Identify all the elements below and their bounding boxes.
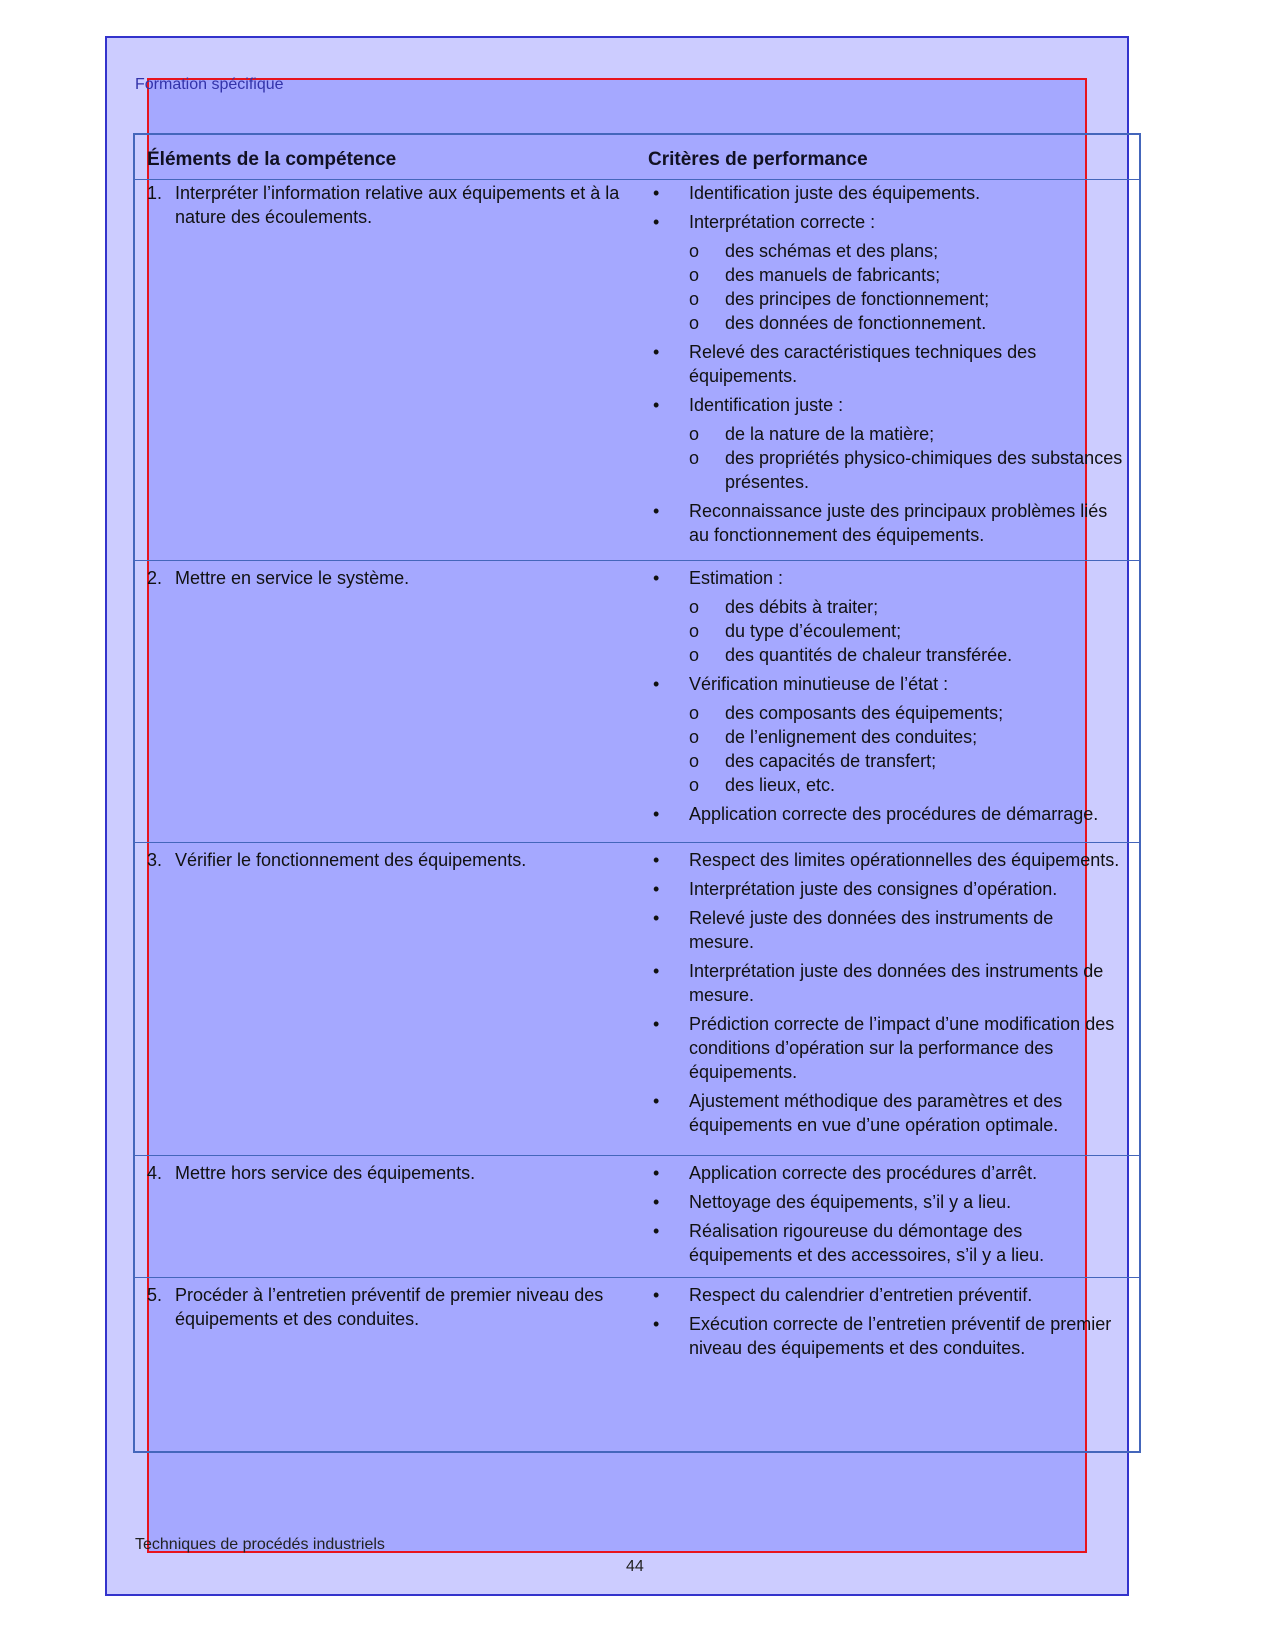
criterion-text: Application correcte des procédures d’arrêt.: [689, 1163, 1038, 1183]
row-separator: [135, 842, 1139, 843]
sub-criterion: [653, 239, 1123, 263]
sub-bullet-icon: o: [689, 241, 700, 261]
sub-bullet-icon: o: [689, 313, 700, 333]
criterion: [653, 393, 1123, 417]
sub-bullet-icon: o: [689, 265, 700, 285]
sub-criterion-text: du type d’écoulement;: [725, 621, 902, 641]
criterion-text: Respect du calendrier d’entretien préventif.: [689, 1285, 1033, 1305]
running-footer: Techniques de procédés industriels: [135, 1536, 385, 1553]
sub-criterion-text: des composants des équipements;: [725, 703, 1004, 723]
criterion: [653, 1089, 1123, 1137]
criterion: [653, 1312, 1123, 1360]
criterion: [653, 959, 1123, 1007]
bullet-icon: •: [653, 908, 660, 928]
header-rule: [135, 179, 1139, 180]
criterion: [653, 802, 1123, 826]
bullet-icon: •: [653, 850, 660, 870]
sub-criterion: [653, 263, 1123, 287]
bullet-icon: •: [653, 183, 660, 203]
sub-criterion: [653, 619, 1123, 643]
sub-criterion-text: des propriétés physico-chimiques des substances présentes.: [725, 448, 1123, 492]
criterion-text: Identification juste des équipements.: [689, 183, 981, 203]
bullet-icon: •: [653, 568, 660, 588]
column-header-criteria: Critères de performance: [648, 149, 868, 170]
sub-bullet-icon: o: [689, 424, 700, 444]
bullet-icon: •: [653, 879, 660, 899]
sub-criterion-text: de la nature de la matière;: [725, 424, 935, 444]
row-separator: [135, 1277, 1139, 1278]
criteria-1: [653, 181, 1123, 552]
criterion: [653, 1012, 1123, 1084]
sub-criterion-text: des quantités de chaleur transférée.: [725, 645, 1013, 665]
sub-bullet-icon: o: [689, 645, 700, 665]
column-header-elements: Éléments de la compétence: [147, 149, 397, 170]
element-text: Mettre en service le système.: [175, 568, 410, 588]
element-1: [147, 181, 637, 229]
bullet-icon: •: [653, 342, 660, 362]
criterion: [653, 1219, 1123, 1267]
bullet-icon: •: [653, 1221, 660, 1241]
bullet-icon: •: [653, 1091, 660, 1111]
sub-criterion: [653, 773, 1123, 797]
sub-bullet-icon: o: [689, 751, 700, 771]
criterion-text: Application correcte des procédures de démarrage.: [689, 804, 1099, 824]
sub-bullet-icon: o: [689, 289, 700, 309]
sub-criterion: [653, 422, 1123, 446]
bullet-icon: •: [653, 804, 660, 824]
criteria-5: [653, 1283, 1123, 1365]
bullet-icon: •: [653, 395, 660, 415]
criterion: [653, 1283, 1123, 1307]
sub-bullet-icon: o: [689, 597, 700, 617]
bullet-icon: •: [653, 501, 660, 521]
sub-bullet-icon: o: [689, 775, 700, 795]
sub-criterion-text: de l’enlignement des conduites;: [725, 727, 978, 747]
criterion-text: Interprétation correcte :: [689, 212, 876, 232]
competence-table: [133, 133, 1141, 1453]
criterion: [653, 1190, 1123, 1214]
sub-criterion: [653, 287, 1123, 311]
page-number: 44: [626, 1558, 644, 1575]
criterion-text: Relevé des caractéristiques techniques des équipements.: [689, 342, 1037, 386]
criterion-text: Reconnaissance juste des principaux problèmes liés au fonctionnement des équipements.: [689, 501, 1108, 545]
sub-criterion-text: des débits à traiter;: [725, 597, 879, 617]
sub-bullet-icon: o: [689, 703, 700, 723]
bullet-icon: •: [653, 1314, 660, 1334]
criterion: [653, 848, 1123, 872]
element-text: Mettre hors service des équipements.: [175, 1163, 476, 1183]
criteria-2: [653, 566, 1123, 831]
sub-bullet-icon: o: [689, 727, 700, 747]
criterion: [653, 340, 1123, 388]
criterion: [653, 210, 1123, 234]
criterion-text: Ajustement méthodique des paramètres et des équipements en vue d’une opération optimale.: [689, 1091, 1063, 1135]
element-number: 1.: [147, 183, 163, 203]
sub-bullet-icon: o: [689, 448, 700, 468]
bullet-icon: •: [653, 674, 660, 694]
element-number: 5.: [147, 1285, 163, 1305]
element-number: 2.: [147, 568, 163, 588]
bullet-icon: •: [653, 1014, 660, 1034]
element-number: 4.: [147, 1163, 163, 1183]
criterion-text: Relevé juste des données des instruments de mesure.: [689, 908, 1054, 952]
bullet-icon: •: [653, 212, 660, 232]
criterion-text: Estimation :: [689, 568, 784, 588]
sub-criterion-text: des manuels de fabricants;: [725, 265, 941, 285]
criterion-text: Exécution correcte de l’entretien préventif de premier niveau des équipements et des conduites.: [689, 1314, 1112, 1358]
element-2: [147, 566, 637, 590]
sub-criterion-text: des schémas et des plans;: [725, 241, 939, 261]
sub-criterion: [653, 446, 1123, 494]
criterion-text: Interprétation juste des données des instruments de mesure.: [689, 961, 1104, 1005]
sub-criterion: [653, 595, 1123, 619]
bullet-icon: •: [653, 961, 660, 981]
criterion-text: Prédiction correcte de l’impact d’une modification des conditions d’opération sur la performance des équipements.: [689, 1014, 1115, 1082]
sub-criterion-text: des lieux, etc.: [725, 775, 836, 795]
sub-criterion: [653, 311, 1123, 335]
sub-criterion-text: des données de fonctionnement.: [725, 313, 987, 333]
criteria-4: [653, 1161, 1123, 1272]
criterion: [653, 181, 1123, 205]
criterion-text: Réalisation rigoureuse du démontage des équipements et des accessoires, s’il y a lieu.: [689, 1221, 1045, 1265]
running-header: Formation spécifique: [135, 76, 284, 93]
element-text: Interpréter l’information relative aux équipements et à la nature des écoulements.: [175, 183, 620, 227]
criteria-3: [653, 848, 1123, 1142]
criterion: [653, 1161, 1123, 1185]
criterion-text: Nettoyage des équipements, s’il y a lieu.: [689, 1192, 1012, 1212]
row-separator: [135, 560, 1139, 561]
sub-criterion: [653, 701, 1123, 725]
criterion-text: Vérification minutieuse de l’état :: [689, 674, 949, 694]
bullet-icon: •: [653, 1163, 660, 1183]
criterion-text: Respect des limites opérationnelles des équipements.: [689, 850, 1120, 870]
criterion: [653, 566, 1123, 590]
bullet-icon: •: [653, 1285, 660, 1305]
criterion: [653, 906, 1123, 954]
criterion: [653, 672, 1123, 696]
element-4: [147, 1161, 637, 1185]
criterion-text: Identification juste :: [689, 395, 844, 415]
element-text: Procéder à l’entretien préventif de premier niveau des équipements et des conduites.: [175, 1285, 604, 1329]
sub-criterion: [653, 643, 1123, 667]
criterion: [653, 499, 1123, 547]
criterion: [653, 877, 1123, 901]
sub-criterion-text: des principes de fonctionnement;: [725, 289, 990, 309]
criterion-text: Interprétation juste des consignes d’opération.: [689, 879, 1058, 899]
sub-criterion: [653, 749, 1123, 773]
sub-bullet-icon: o: [689, 621, 700, 641]
element-text: Vérifier le fonctionnement des équipements.: [175, 850, 527, 870]
sub-criterion-text: des capacités de transfert;: [725, 751, 937, 771]
element-5: [147, 1283, 637, 1331]
bullet-icon: •: [653, 1192, 660, 1212]
element-3: [147, 848, 637, 872]
row-separator: [135, 1155, 1139, 1156]
element-number: 3.: [147, 850, 163, 870]
sub-criterion: [653, 725, 1123, 749]
